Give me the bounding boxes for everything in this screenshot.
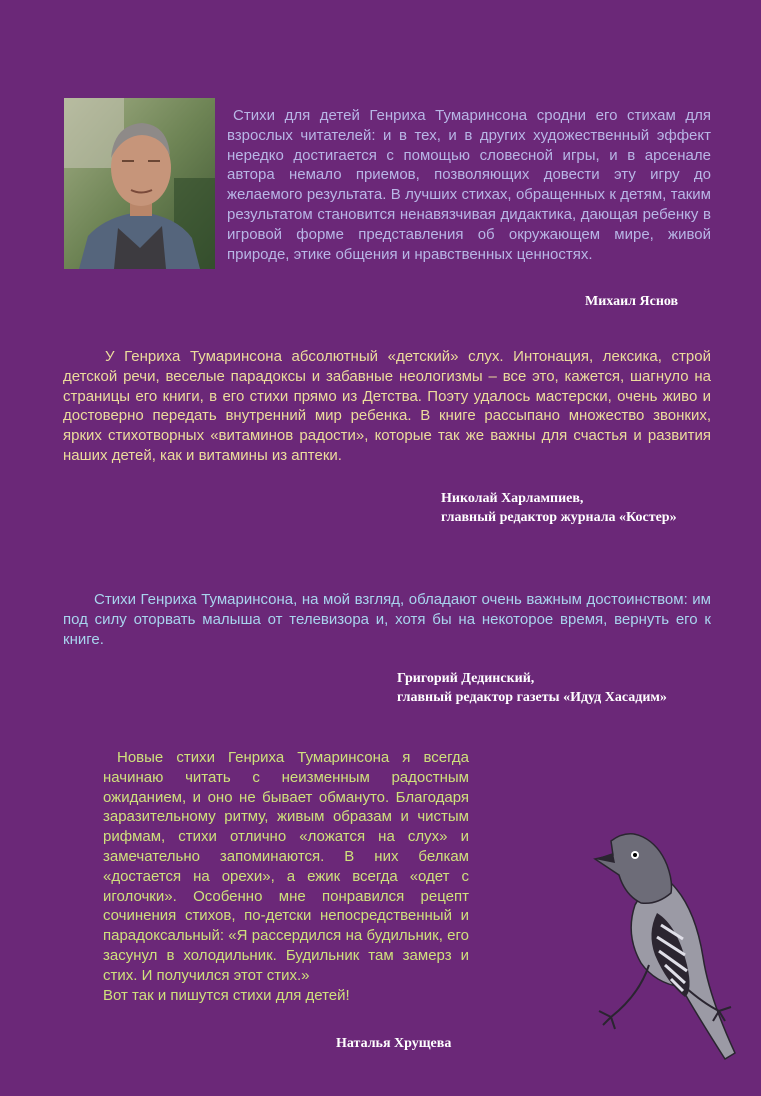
review-role-2: главный редактор журнала «Костер»	[441, 510, 677, 525]
author-photo	[64, 98, 215, 269]
review-block-4	[103, 748, 469, 1005]
bird-illustration	[585, 815, 755, 1070]
review-author-4: Наталья Хрущева	[336, 1036, 452, 1051]
review-text-1: Стихи для детей Генриха Тумаринсона сродни его стихам для взрослых читателей: и в тех, и в других художественный эффект нередко достигается с помощью словесной игры, и в арсенале автора немало приемов, позволяющих довести эту игру до желаемого результата. В лучших стихах, обращенных к детям, таким результатом становится ненавязчивая дидактика, дающая ребенку в игровой форме представления об окружающем мире, живой природе, этике общения и нравственных ценностях.	[227, 107, 711, 263]
review-author-3: Григорий Дединский,	[397, 671, 535, 686]
review-signature-3	[397, 669, 667, 707]
review-closing-4: Вот так и пишутся стихи для детей!	[103, 986, 350, 1004]
review-author-2: Николай Харлампиев,	[441, 491, 584, 506]
review-text-2: У Генриха Тумаринсона абсолютный «детский» слух. Интонация, лексика, строй детской речи, веселые парадоксы и забавные неологизмы – все это, кажется, шагнуло на страницы его книги, в его стихи прямо из Детства. Поэту удалось мастерски, очень живо и достоверно передать внутренний мир ребенка. В книге рассыпано множество звонких, ярких стихотворных «витаминов радости», которые так же важны для счастья и развития наших детей, как и витамины из аптеки.	[63, 348, 711, 464]
review-text-4: Новые стихи Генриха Тумаринсона я всегда начинаю читать с неизменным радостным ожиданием, и оно не бывает обмануто. Благодаря заразительному ритму, живым образам и чистым рифмам, стихи отлично «ложатся на слух» и замечательно запоминаются. В них белкам «достается на орехи», а ежик всегда «одет с иголочки». Особенно мне понравился рецепт сочинения стихов, по-детски непосредственный и парадоксальный: «Я рассердился на будильник, его засунул в холодильник. Будильник там замерз и стих. И получился этот стих.»	[103, 749, 469, 984]
review-author-1: Михаил Яснов	[585, 294, 679, 309]
review-role-3: главный редактор газеты «Идуд Хасадим»	[397, 690, 667, 705]
review-signature-2	[441, 489, 677, 527]
review-text-3: Стихи Генриха Тумаринсона, на мой взгляд, обладают очень важным достоинством: им под силу оторвать малыша от телевизора и, хотя бы на некоторое время, вернуть его к книге.	[63, 591, 711, 648]
